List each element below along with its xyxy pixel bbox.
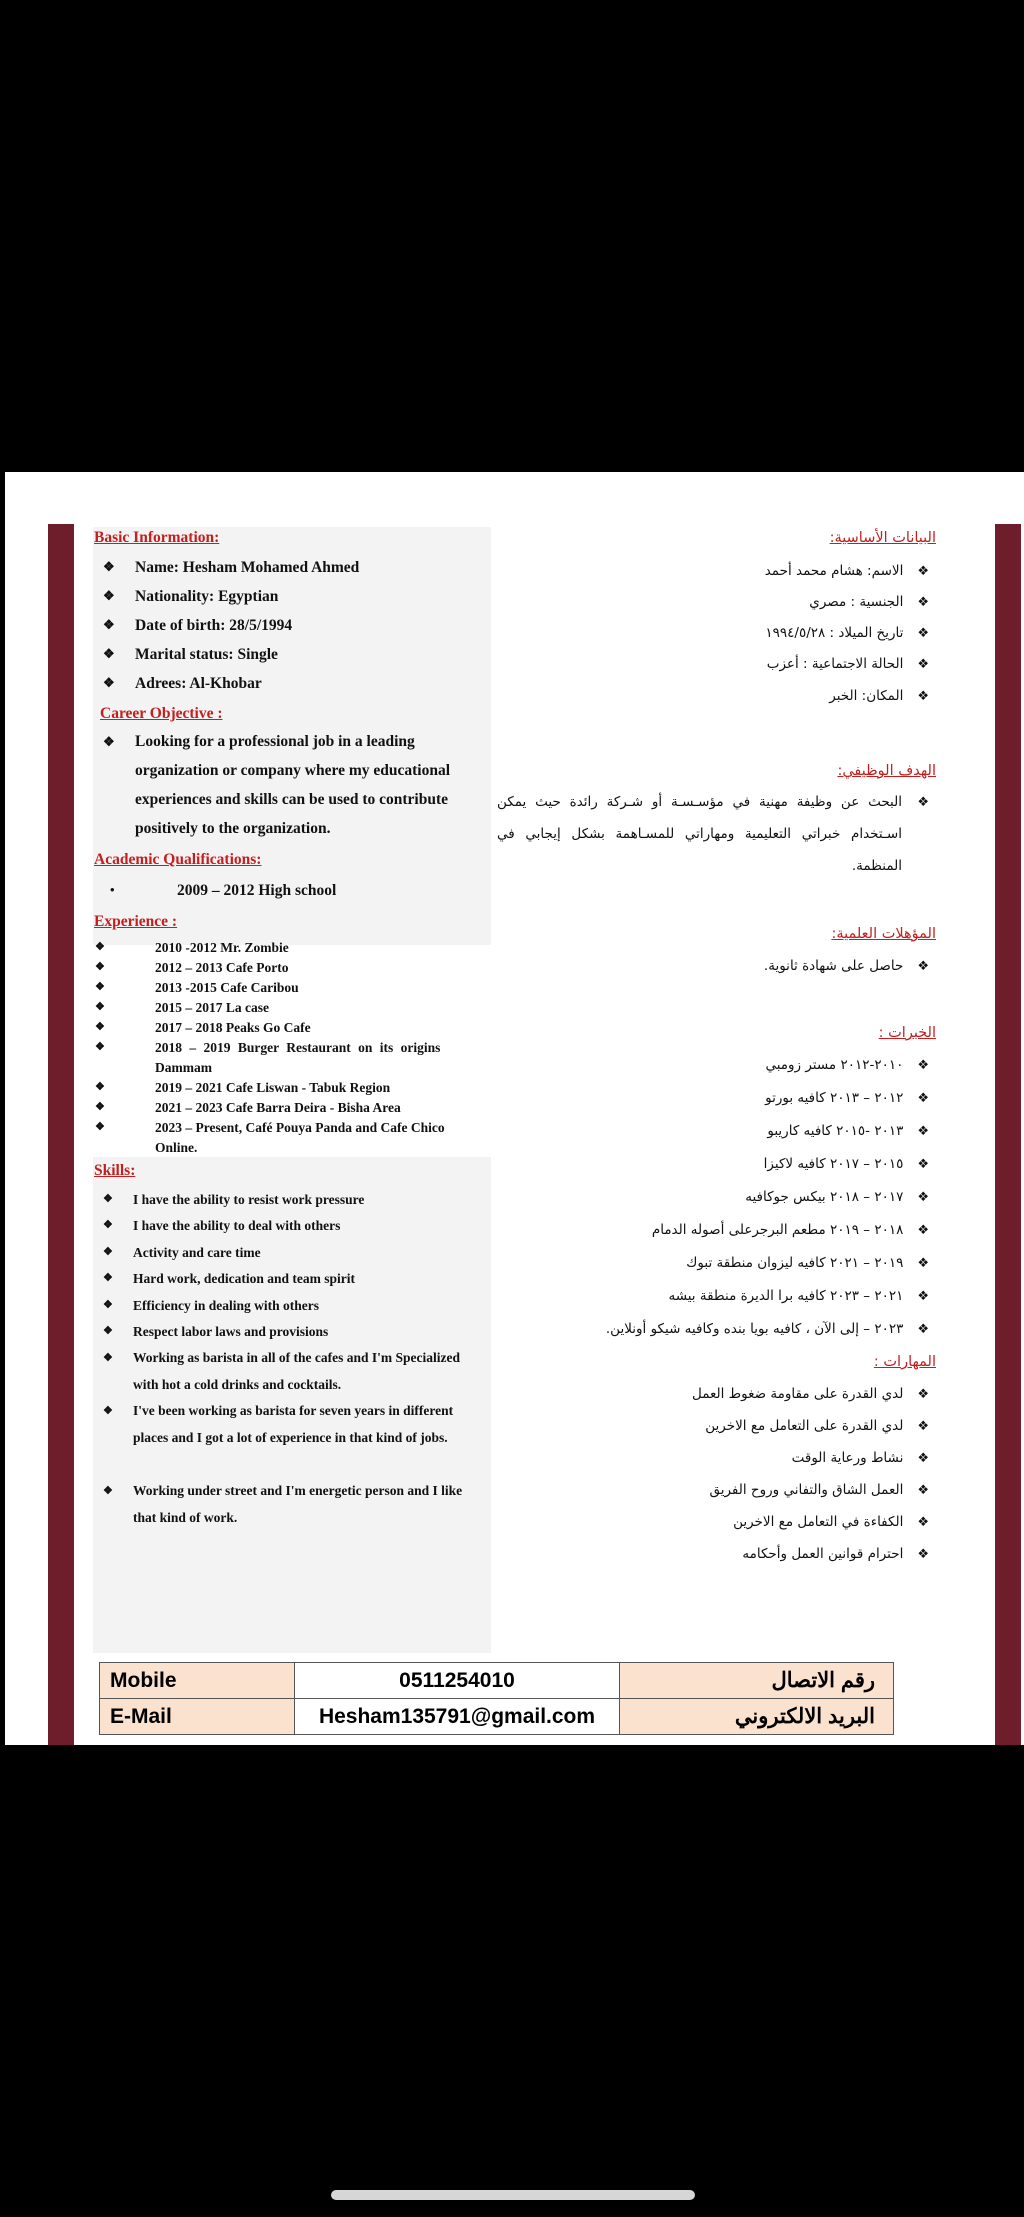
diamond-bullet-icon: ❖	[917, 1451, 929, 1466]
diamond-bullet-icon: ❖	[103, 1325, 113, 1337]
arabic-skill-item: ❖لدي القدرة على التعامل مع الاخرين	[705, 1418, 929, 1434]
diamond-bullet-icon: ❖	[103, 646, 115, 661]
home-indicator[interactable]	[331, 2190, 695, 2200]
arabic-basic-item: ❖الجنسية : مصري	[809, 594, 929, 610]
skill-paragraph: Working under street and I'm energetic person and I like that kind of work.	[133, 1483, 463, 1525]
contact-table	[99, 1662, 894, 1735]
diamond-bullet-icon: ❖	[103, 617, 115, 632]
diamond-bullet-icon: ❖	[917, 1483, 929, 1498]
mobile-label: Mobile	[100, 1663, 295, 1699]
diamond-bullet-icon: ❖	[917, 1124, 929, 1139]
diamond-bullet-icon: ❖	[917, 1256, 929, 1271]
arabic-skill-item: ❖احترام قوانين العمل وأحكامه	[742, 1546, 929, 1562]
arabic-experience-item: ❖٢٠١٥ – ٢٠١٧ كافيه لاكيزا	[763, 1156, 929, 1172]
arabic-skill-item: ❖العمل الشاق والتفاني وروح الفريق	[709, 1482, 929, 1498]
career-objective-text: Looking for a professional job in a leading organization or company where my educational experiences and skills can be used to contribute positively to the organization.	[135, 733, 451, 837]
diamond-bullet-icon: ❖	[917, 1190, 929, 1205]
diamond-bullet-icon: ❖	[917, 626, 929, 641]
diamond-bullet-icon: ❖	[103, 1272, 113, 1284]
diamond-bullet-icon: ❖	[103, 559, 115, 574]
diamond-bullet-icon: ❖	[917, 1419, 929, 1434]
arabic-career-bullet	[903, 794, 929, 810]
dot-bullet-icon: •	[110, 882, 115, 897]
contact-row-mobile	[100, 1663, 894, 1699]
diamond-bullet-icon: ❖	[103, 1246, 113, 1258]
diamond-bullet-icon: ❖	[103, 1405, 113, 1417]
diamond-bullet-icon: ❖	[917, 1289, 929, 1304]
diamond-bullet-icon: ❖	[95, 1001, 105, 1013]
diamond-bullet-icon: ❖	[95, 981, 105, 993]
arabic-basic-item: ❖الحالة الاجتماعية : أعزب	[766, 656, 929, 672]
arabic-experience-item: ❖٢٠١٧ – ٢٠١٨ بيكس جوكافيه	[745, 1189, 929, 1205]
skill-paragraph: Working as barista in all of the cafes and I'm Specialized with hot a cold drinks and cocktails.	[133, 1350, 461, 1392]
diamond-bullet-icon: ❖	[917, 1058, 929, 1073]
diamond-bullet-icon: ❖	[95, 941, 105, 953]
diamond-bullet-icon: ❖	[103, 588, 115, 603]
diamond-bullet-icon: ❖	[917, 1387, 929, 1402]
resume-page: Basic Information: ❖ Name: Hesham Mohamed Ahmed ❖ Nationality: Egyptian ❖ Date of birth: 28/5/1994 ❖ Marital status: Single ❖ Adrees: Al-Khobar Career Objective : ❖ Looking for a professional job in a leading organization or company where my educational experiences and skills can be used to contribute positively to the organization. Academic Qualifications: • 2009 – 2012 High school Experience : ❖ 2010 -2012 Mr. Zombie ❖ 2012 – 2013 Cafe Porto ❖ 2013 -2015 Cafe Caribou ❖ 2015 – 2017 La case ❖ 2017 – 2018 Peaks Go Cafe ❖ 2018 – 2019 Burger Restaurant on its origins Dammam ❖ 2019 – 2021 Cafe Liswan - Tabuk Region ❖ 2021 – 2023 Cafe Barra Deira - Bisha Area ❖ 2023 – Present, Café Pouya Panda and Cafe Chico Online. Skills: ❖ I have the ability to resist work pressure ❖ I have the ability to deal with others ❖ Activity and care time ❖ Hard work, dedication and team spirit ❖ Efficiency in dealing with others ❖ Respect labor laws and provisions ❖ Working as barista in all of the cafes and I'm Specialized with hot a cold drinks and cocktails. ❖ I've been working as barista for seven years in different places and I got a lot of experience in that kind of jobs. ❖ Working under street and I'm energetic person and I like that kind of work. البيانات الأساسية: ❖الاسم: هشام محمد أحمد ❖الجنسية : مصري ❖تاريخ الميلاد : ١٩٩٤/٥/٢٨ ❖الحالة الاجتماعية : أعزب ❖المكان: الخبر الهدف الوظيفي: ❖ البحث عن وظيفة مهنية في مؤسـسـة أو شـركة رائدة حيث يمكن اسـتخدام خبراتي التعليمية ومهاراتي للمسـاهمة بشكل إيجابي في المنظمة. المؤهلات العلمية: ❖حاصل على شهادة ثانوية. الخبرات : ❖٢٠١٠-٢٠١٢ مستر زومبي ❖٢٠١٢ – ٢٠١٣ كافيه بورتو ❖٢٠١٣ -٢٠١٥ كافيه كاريبو ❖٢٠١٥ – ٢٠١٧ كافيه لاكيزا ❖٢٠١٧ – ٢٠١٨ بيكس جوكافيه ❖٢٠١٨ – ٢٠١٩ مطعم البرجرعلى أصوله الدمام ❖٢٠١٩ – ٢٠٢١ كافيه ليزوان منطقة تبوك ❖٢٠٢١ – ٢٠٢٣ كافيه برا الديرة منطقة بيشه ❖٢٠٢٣ – إلى الآن ، كافيه بويا بنده وكافيه شيكو أونلاين. المهارات : ❖لدي القدرة على مقاومة ضغوط العمل ❖لدي القدرة على التعامل مع الاخرين ❖نشاط ورعاية الوقت ❖العمل الشاق والتفاني وروح الفريق ❖الكفاءة في التعامل مع الاخرين ❖احترام قوانين العمل وأحكامه Mobile 0511254010 رقم الاتصال E-Mail Hesham135791@gmail.com البريد الالكتروني	[5, 472, 1024, 1745]
diamond-bullet-icon: ❖	[917, 1547, 929, 1562]
diamond-bullet-icon: ❖	[103, 1352, 113, 1364]
diamond-bullet-icon: ❖	[103, 1485, 113, 1497]
diamond-bullet-icon: ❖	[95, 1101, 105, 1113]
experience-heading: Experience :	[94, 913, 178, 930]
skills-heading: Skills:	[94, 1162, 136, 1179]
arabic-skills-heading: المهارات :	[873, 1354, 936, 1370]
arabic-experience-heading: الخبرات :	[878, 1025, 936, 1041]
arabic-skill-item: ❖نشاط ورعاية الوقت	[791, 1450, 929, 1466]
arabic-experience-item: ❖٢٠١٣ -٢٠١٥ كافيه كاريبو	[767, 1123, 929, 1139]
arabic-career-text: البحث عن وظيفة مهنية في مؤسـسـة أو شـركة رائدة حيث يمكن اسـتخدام خبراتي التعليمية ومهاراتي للمسـاهمة بشكل إيجابي في المنظمة.	[497, 794, 902, 874]
arabic-skill-item: ❖لدي القدرة على مقاومة ضغوط العمل	[691, 1386, 929, 1402]
diamond-bullet-icon: ❖	[917, 1515, 929, 1530]
arabic-basic-item: ❖تاريخ الميلاد : ١٩٩٤/٥/٢٨	[765, 625, 929, 641]
diamond-bullet-icon: ❖	[103, 675, 115, 690]
diamond-bullet-icon: ❖	[917, 795, 929, 810]
arabic-skill-item: ❖الكفاءة في التعامل مع الاخرين	[733, 1514, 929, 1530]
mobile-value[interactable]: 0511254010	[295, 1663, 620, 1699]
diamond-bullet-icon: ❖	[95, 1021, 105, 1033]
basic-info-heading: Basic Information:	[94, 529, 220, 546]
diamond-bullet-icon: ❖	[917, 959, 929, 974]
diamond-bullet-icon: ❖	[103, 734, 115, 749]
arabic-career-heading: الهدف الوظيفي:	[837, 763, 936, 779]
diamond-bullet-icon: ❖	[95, 1041, 105, 1053]
diamond-bullet-icon: ❖	[95, 961, 105, 973]
arabic-experience-item: ❖٢٠١٨ – ٢٠١٩ مطعم البرجرعلى أصوله الدمام	[651, 1222, 929, 1238]
diamond-bullet-icon: ❖	[917, 1091, 929, 1106]
email-value[interactable]: Hesham135791@gmail.com	[295, 1699, 620, 1735]
email-label: E-Mail	[100, 1699, 295, 1735]
diamond-bullet-icon: ❖	[917, 1223, 929, 1238]
diamond-bullet-icon: ❖	[917, 564, 929, 579]
diamond-bullet-icon: ❖	[103, 1193, 113, 1205]
diamond-bullet-icon: ❖	[103, 1299, 113, 1311]
skill-paragraph: I've been working as barista for seven years in different places and I got a lot of experience in that kind of jobs.	[133, 1403, 454, 1445]
arabic-academic-item: ❖حاصل على شهادة ثانوية.	[763, 958, 929, 974]
diamond-bullet-icon: ❖	[95, 1121, 105, 1133]
arabic-academic-heading: المؤهلات العلمية:	[831, 926, 936, 942]
diamond-bullet-icon: ❖	[103, 1219, 113, 1231]
diamond-bullet-icon: ❖	[917, 1157, 929, 1172]
right-accent-bar	[995, 524, 1021, 1745]
left-accent-bar	[48, 524, 74, 1745]
arabic-experience-item: ❖٢٠٢١ – ٢٠٢٣ كافيه برا الديرة منطقة بيشه	[668, 1288, 929, 1304]
diamond-bullet-icon: ❖	[917, 689, 929, 704]
diamond-bullet-icon: ❖	[95, 1081, 105, 1093]
diamond-bullet-icon: ❖	[917, 595, 929, 610]
mobile-label-arabic: رقم الاتصال	[620, 1663, 894, 1699]
arabic-basic-item: ❖المكان: الخبر	[829, 688, 929, 704]
arabic-experience-item: ❖٢٠١٩ – ٢٠٢١ كافيه ليزوان منطقة تبوك	[686, 1255, 929, 1271]
career-objective-heading: Career Objective :	[100, 705, 223, 722]
arabic-basic-heading: البيانات الأساسية:	[829, 530, 936, 546]
arabic-basic-item: ❖الاسم: هشام محمد أحمد	[764, 563, 929, 579]
arabic-experience-item: ❖٢٠٢٣ – إلى الآن ، كافيه بويا بنده وكافيه شيكو أونلاين.	[605, 1321, 929, 1337]
academic-heading: Academic Qualifications:	[94, 851, 262, 868]
contact-row-email	[100, 1699, 894, 1735]
arabic-experience-item: ❖٢٠١٠-٢٠١٢ مستر زومبي	[765, 1057, 929, 1073]
diamond-bullet-icon: ❖	[917, 1322, 929, 1337]
arabic-experience-item: ❖٢٠١٢ – ٢٠١٣ كافيه بورتو	[765, 1090, 929, 1106]
email-label-arabic: البريد الالكتروني	[620, 1699, 894, 1735]
diamond-bullet-icon: ❖	[917, 657, 929, 672]
